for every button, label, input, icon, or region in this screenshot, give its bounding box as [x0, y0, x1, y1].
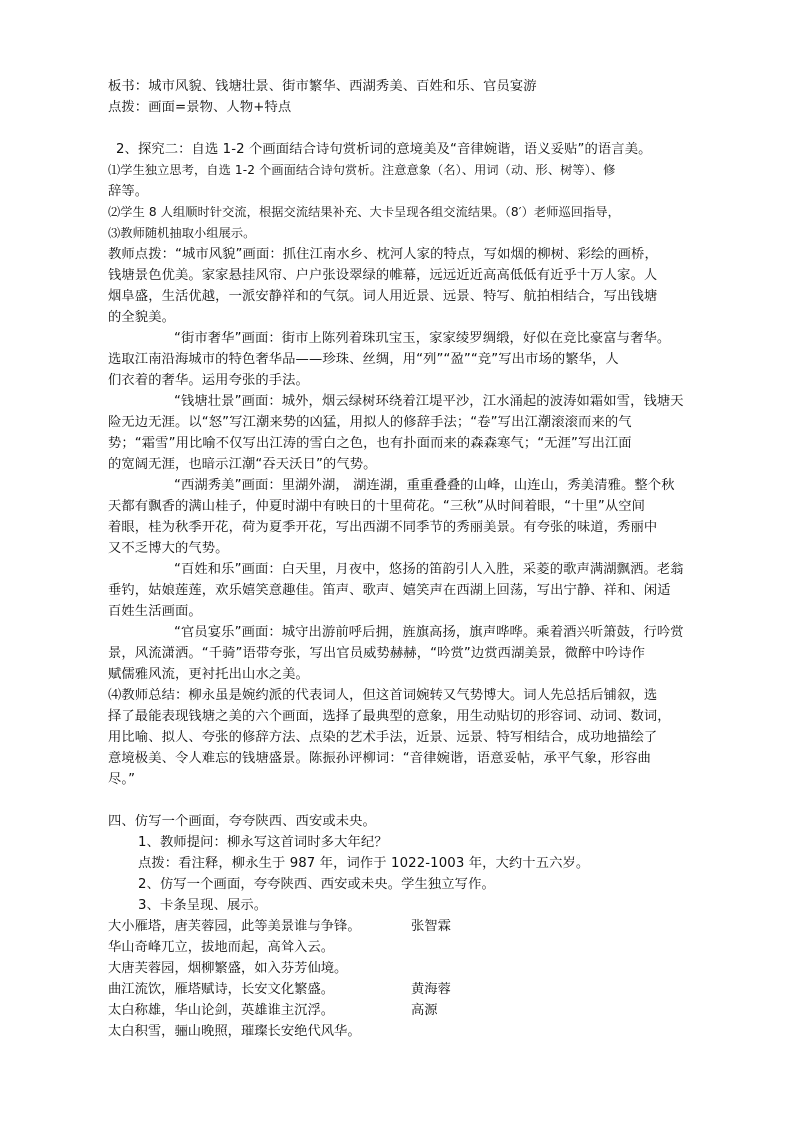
paragraph-line: 择了最能表现钱塘之美的六个画面，选择了最典型的意象，用生动贴切的形容词、动词、数词， [108, 709, 671, 724]
spacer [108, 118, 693, 139]
paragraph-city-scene [108, 244, 693, 328]
verse-author: 高源 [411, 1003, 438, 1018]
spacer [108, 790, 693, 811]
verse-author: 张智霖 [411, 919, 451, 934]
step-one-line: ⑴学生独立思考，自选 1-2 个画面结合诗句赏析。注意意象（名）、用词（动、形、树等）、修 [108, 163, 616, 177]
verse-text: 曲江流饮，雁塔赋诗，长安文化繁盛。 [108, 982, 335, 997]
paragraph-official-scene [108, 622, 693, 685]
paragraph-line: 烟阜盛，生活优越，一派安静祥和的气氛。词人用近景、远景、特写、航拍相结合，写出钱塘 [108, 289, 658, 304]
verse-row [108, 916, 693, 937]
verse-row [108, 1000, 693, 1021]
step-three-line: ⑶教师随机抽取小组展示。 [108, 226, 256, 240]
writing-task: 2、仿写一个画面，夸夸陕西、西安或未央。学生独立写作。 [138, 877, 495, 892]
verse-text: 大唐芙蓉园，烟柳繁盛，如入芬芳仙境。 [108, 961, 348, 976]
question-hint: 点拨：看注释，柳永生于 987 年，词作于 1022-1003 年，大约十五六岁。 [138, 856, 590, 871]
paragraph-line: 百姓生活画面。 [108, 604, 202, 619]
paragraph-line: 教师点拨：“城市风貌”画面：抓住江南水乡、枕河人家的特点，写如烟的柳树、彩绘的画桥， [108, 247, 658, 262]
step-two-line: ⑵学生 8 人组顺时针交流，根据交流结果补充、大卡呈现各组交流结果。（8′）老师巡回指导， [108, 205, 620, 219]
paragraph-line: “钱塘壮景”画面：城外，烟云绿树环绕着江堤平沙，江水涌起的波涛如霜如雪，钱塘天 [174, 394, 684, 409]
verse-text: 大小雁塔，唐芙蓉园，此等美景谁与争锋。 [108, 919, 361, 934]
inquiry-two-title: 2、探究二：自选 1-2 个画面结合诗句赏析词的意境美及“音律婉谐，语义妥贴”的语言美。 [116, 142, 652, 157]
student-verses [108, 916, 693, 1042]
paragraph-line: 险无边无涯。以“怒”写江潮来势的凶猛，用拟人的修辞手法；“卷”写出江潮滚滚而来的气 [108, 415, 632, 430]
paragraph-lake-scene [108, 475, 693, 559]
paragraph-line: 赋儒雅风流，更衬托出山水之美。 [108, 667, 309, 682]
paragraph-line: 用比喻、拟人、夸张的修辞方法、点染的艺术手法，近景、远景、特写相结合，成功地描绘了 [108, 730, 658, 745]
verse-row [108, 937, 693, 958]
step-one-line-cont: 辞等。 [108, 184, 149, 199]
paragraph-people-scene [108, 559, 693, 622]
paragraph-tide-scene [108, 391, 693, 475]
teacher-question: 1、教师提问：柳永写这首词时多大年纪？ [138, 835, 388, 850]
verse-text: 华山奇峰兀立，拔地而起，高耸入云。 [108, 940, 335, 955]
verse-text: 太白称雄，华山论剑，英雄谁主沉浮。 [108, 1003, 335, 1018]
paragraph-line: 垂钓，姑娘莲莲，欢乐嬉笑意趣佳。笛声、歌声、嬉笑声在西湖上回荡，写出宁静、祥和、闲适 [108, 583, 671, 598]
board-notes: 板书：城市风貌、钱塘壮景、街市繁华、西湖秀美、百姓和乐、官员宴游 [108, 79, 537, 94]
paragraph-line: 的宽阔无涯，也暗示江潮“吞天沃日”的气势。 [108, 457, 377, 472]
paragraph-line: 的全貌美。 [108, 310, 175, 325]
paragraph-line: 着眼，桂为秋季开花，荷为夏季开花，写出西湖不同季节的秀丽美景。有夸张的味道，秀丽中 [108, 520, 658, 535]
paragraph-market-scene [108, 328, 693, 391]
verse-row [108, 979, 693, 1000]
paragraph-line: 又不乏博大的气势。 [108, 541, 229, 556]
paragraph-line: 天都有飘香的满山桂子，仲夏时湖中有映日的十里荷花。“三秋”从时间着眼，“十里”从空间 [108, 499, 646, 514]
hint-line: 点拨：画面=景物、人物+特点 [108, 100, 292, 115]
paragraph-line: “百姓和乐”画面：白天里，月夜中，悠扬的笛韵引人入胜，采菱的歌声满湖飘洒。老翁 [174, 562, 684, 577]
verse-row [108, 958, 693, 979]
paragraph-line: “官员宴乐”画面：城守出游前呼后拥，旌旗高扬，旗声哗哗。乘着酒兴听箫鼓，行吟赏 [174, 625, 684, 640]
paragraph-line: 意境极美、令人难忘的钱塘盛景。陈振孙评柳词：“音律婉谐，语意妥帖，承平气象，形容曲 [108, 751, 651, 766]
paragraph-line: 景，风流潇洒。“千骑”语带夸张，写出官员威势赫赫，“吟赏”边赏西湖美景，微醉中吟诗作 [108, 646, 646, 661]
paragraph-line: 选取江南沿海城市的特色奢华品——珍珠、丝绸，用“列”“盈”“竞”写出市场的繁华，人 [108, 352, 619, 367]
paragraph-line: “西湖秀美”画面：里湖外湖， 湖连湖，重重叠叠的山峰，山连山，秀美清雅。整个秋 [174, 478, 675, 493]
document-page [108, 76, 693, 1042]
section-four-title: 四、仿写一个画面，夸夸陕西、西安或未央。 [108, 814, 376, 829]
paragraph-line: 尽。” [108, 772, 136, 787]
paragraph-line: ⑷教师总结：柳永虽是婉约派的代表词人，但这首词婉转又气势博大。词人先总括后铺叙，选 [108, 688, 658, 703]
paragraph-line: “街市奢华”画面：街市上陈列着珠玑宝玉，家家绫罗绸缎，好似在竞比豪富与奢华。 [174, 331, 671, 346]
card-display: 3、卡条呈现、展示。 [138, 898, 268, 913]
paragraph-teacher-summary [108, 685, 693, 790]
paragraph-line: 们衣着的奢华。运用夸张的手法。 [108, 373, 309, 388]
verse-text: 太白积雪，骊山晚照，璀璨长安绝代风华。 [108, 1024, 361, 1039]
verse-author: 黄海蓉 [411, 982, 451, 997]
verse-row [108, 1021, 693, 1042]
paragraph-line: 钱塘景色优美。家家悬挂风帘、户户张设翠绿的帷幕，远远近近高高低低有近乎十万人家。人 [108, 268, 658, 283]
paragraph-line: 势；“霜雪”用比喻不仅写出江涛的雪白之色，也有扑面而来的森森寒气；“无涯”写出江面 [108, 436, 632, 451]
